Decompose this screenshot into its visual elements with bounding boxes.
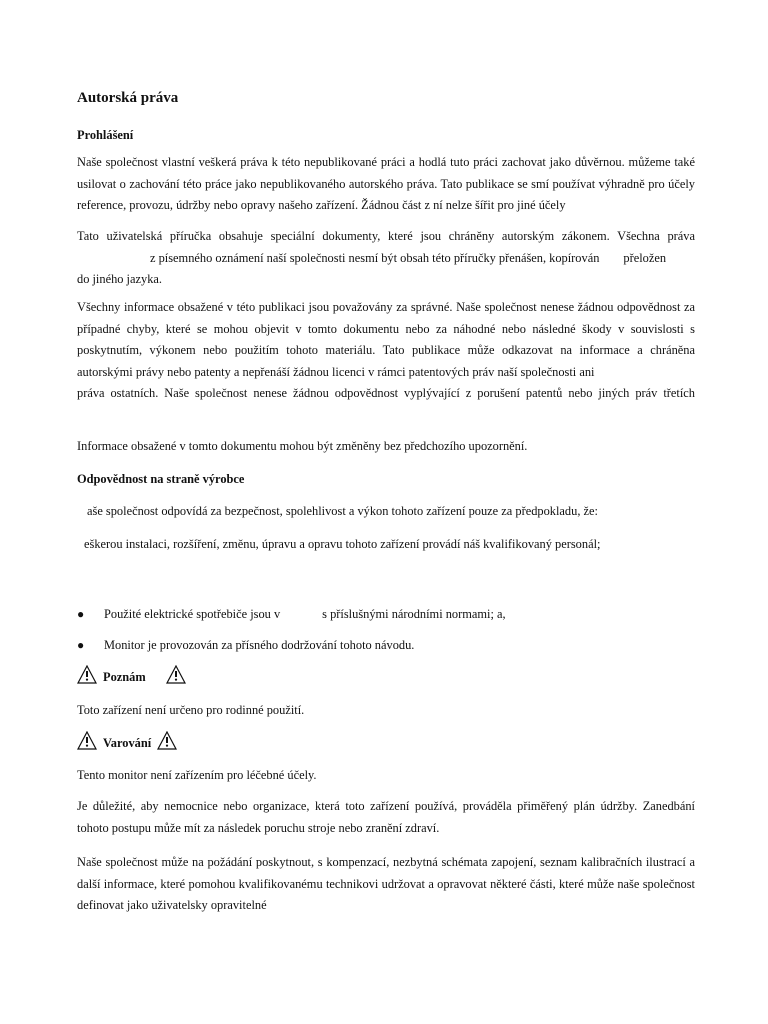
declaration-paragraph-3-body: Všechny informace obsažené v této publikaci jsou považovány za správné. Naše společnost nenese žádnou odpovědnost za případné chyby, které se mohou objevit v tomto dokumentu nebo za náhodné nebo následné škody v souvislosti s poskytnutím, výkonem nebo použitím tohoto materiálu. Tato publikace může odkazovat na informace a chráněna autorskými právy nebo patenty a nepřenáší žádnou licenci v rámci patentových práv naší společnosti ani (77, 300, 695, 379)
warning-label: Varování (103, 736, 152, 750)
declaration-paragraph-1: Naše společnost vlastní veškerá práva k této nepublikované práci a hodlá tuto práci zachovat jako důvěrnou. můžeme také usilovat o zachování této práce jako nepublikovaného autorského práva. Tato publikace se smí používat výhradně pro účely reference, provozu, údržby nebo opravy našeho zařízení. Žádnou část z ní nelze šířit pro jiné účely (77, 155, 695, 212)
liability-line-1: aše společnost odpovídá za bezpečnost, spolehlivost a výkon tohoto zařízení pouze za předpokladu, že: (87, 504, 598, 518)
note-text: Toto zařízení není určeno pro rodinné použití. (77, 703, 305, 717)
declaration-paragraph-3-last-line: práva ostatních. Naše společnost nenese žádnou odpovědnost vyplývající z porušení patentů nebo jiných práv třetích (77, 386, 695, 400)
page-title: Autorská práva (77, 90, 179, 106)
warning-triangle-icon (157, 731, 177, 750)
declaration-paragraph-2-line-3: do jiného jazyka. (77, 272, 162, 286)
declaration-paragraph-2-segment-b: přeložen (623, 250, 667, 265)
warning-triangle-icon (77, 731, 97, 750)
warning-text: Tento monitor není zařízením pro léčebné účely. (77, 768, 317, 782)
declaration-heading: Prohlášení (77, 128, 134, 142)
service-paragraph: Naše společnost může na požádání poskytnout, s kompenzací, nezbytná schémata zapojení, seznam kalibračních ilustrací a další informace, které pomohou kvalifikovanému technikovi udržovat a opravovat některé části, které může naše společnost definovat jako uživatelsky opravitelné (77, 855, 695, 912)
list-item-text: Monitor je provozován za přísného dodržování tohoto návodu. (104, 638, 415, 652)
declaration-paragraph-2-segment-a: z písemného oznámení naší společnosti nesmí být obsah této příručky přenášen, kopírován (150, 250, 600, 265)
liability-line-2: eškerou instalaci, rozšíření, změnu, úpravu a opravu tohoto zařízení provádí náš kvalifikovaný personál; (84, 537, 601, 551)
list-item-text-b: s příslušnými národními normami; a, (322, 607, 506, 621)
declaration-paragraph-4: Informace obsažené v tomto dokumentu mohou být změněny bez předchozího upozornění. (77, 439, 528, 453)
maintenance-paragraph: Je důležité, aby nemocnice nebo organizace, která toto zařízení používá, prováděla přiměřený plán údržby. Zanedbání tohoto postupu může mít za následek poruchu stroje nebo zranění zdraví. (77, 799, 695, 835)
list-item-text (104, 604, 506, 624)
list-item-text-a: Použité elektrické spotřebiče jsou v (104, 607, 281, 621)
declaration-paragraph-3 (77, 297, 695, 405)
note-label: Poznám (103, 670, 146, 684)
bullet-dot: ● (77, 638, 85, 652)
warning-triangle-icon (166, 665, 186, 684)
declaration-paragraph-2 (77, 226, 695, 291)
warning-triangle-icon (77, 665, 97, 684)
declaration-paragraph-2-line-2 (77, 248, 695, 270)
liability-heading: Odpovědnost na straně výrobce (77, 472, 245, 486)
declaration-paragraph-2-line-1: Tato uživatelská příručka obsahuje speciální dokumenty, které jsou chráněny autorským zákonem. Všechna práva (77, 229, 695, 243)
bullet-dot: ● (77, 607, 85, 621)
